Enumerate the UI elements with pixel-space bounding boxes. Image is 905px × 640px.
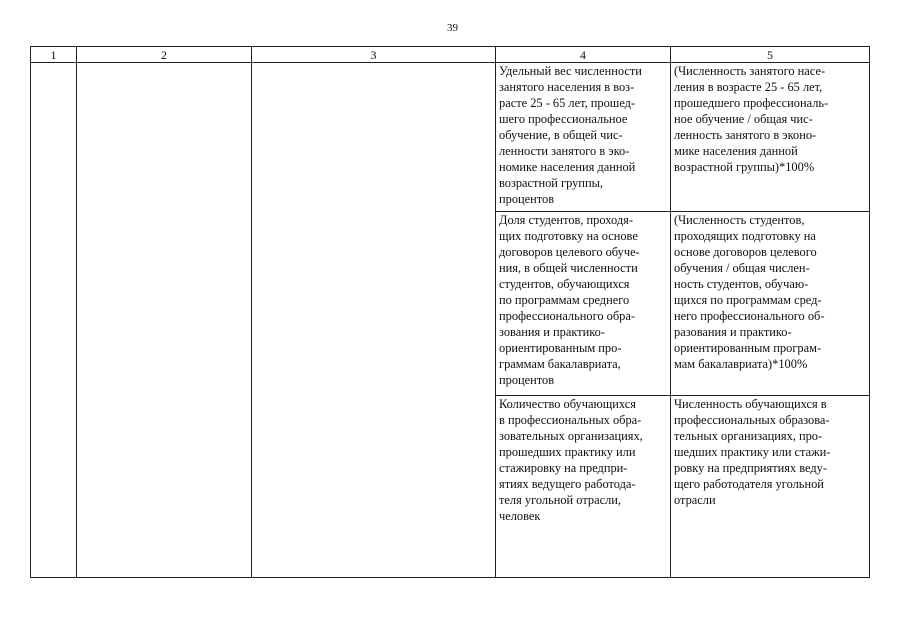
indicator-line: Доля студентов, проходя- — [499, 213, 633, 227]
indicator-line: ния, в общей численности — [499, 261, 638, 275]
indicator-line: в профессиональных обра- — [499, 413, 642, 427]
formula-line: проходящих подготовку на — [674, 229, 816, 243]
indicator-line: ориентированным про- — [499, 341, 622, 355]
indicator-line: человек — [499, 509, 541, 523]
indicator-line: зования и практико- — [499, 325, 605, 339]
page-number: 39 — [447, 22, 458, 34]
formula-line: отрасли — [674, 493, 716, 507]
formula-line: мам бакалавриата)*100% — [674, 357, 808, 371]
indicator-line: договоров целевого обуче- — [499, 245, 640, 259]
column-header-2: 2 — [77, 47, 252, 63]
formula-line: ровку на предприятиях веду- — [674, 461, 828, 475]
indicator-line: по программам среднего — [499, 293, 630, 307]
formula-line: возрастной группы)*100% — [674, 160, 815, 174]
table-row — [31, 63, 870, 212]
indicator-line: расте 25 - 65 лет, прошед- — [499, 96, 636, 110]
formula-cell — [671, 63, 870, 212]
indicator-line: процентов — [499, 373, 555, 387]
indicator-line: зовательных организациях, — [499, 429, 643, 443]
formula-line: щихся по программам сред- — [674, 293, 822, 307]
column-header-4: 4 — [496, 47, 671, 63]
formula-cell — [671, 212, 870, 396]
indicator-line: прошедших практику или — [499, 445, 636, 459]
indicator-line: щих подготовку на основе — [499, 229, 638, 243]
formula-line: основе договоров целевого — [674, 245, 817, 259]
formula-line: ленность занятого в эконо- — [674, 128, 817, 142]
indicator-line: ятиях ведущего работода- — [499, 477, 636, 491]
formula-line: него профессионального об- — [674, 309, 825, 323]
formula-line: ность студентов, обучаю- — [674, 277, 809, 291]
formula-line: ления в возрасте 25 - 65 лет, — [674, 80, 823, 94]
indicator-table — [30, 46, 870, 578]
formula-line: шедших практику или стажи- — [674, 445, 831, 459]
indicator-line: Удельный вес численности — [499, 64, 642, 78]
formula-line: Численность обучающихся в — [674, 397, 827, 411]
column-header-1: 1 — [31, 47, 77, 63]
formula-line: обучения / общая числен- — [674, 261, 810, 275]
formula-cell — [671, 396, 870, 578]
table-header-row — [31, 47, 870, 63]
indicator-line: номике населения данной — [499, 160, 636, 174]
indicator-cell — [496, 212, 671, 396]
formula-line: щего работодателя угольной — [674, 477, 824, 491]
indicator-line: шего профессиональное — [499, 112, 628, 126]
formula-line: ориентированным програм- — [674, 341, 822, 355]
formula-line: профессиональных образова- — [674, 413, 830, 427]
indicator-line: граммам бакалавриата, — [499, 357, 621, 371]
indicator-line: процентов — [499, 192, 555, 206]
column-header-5: 5 — [671, 47, 870, 63]
indicator-line: стажировку на предпри- — [499, 461, 628, 475]
cell-col2 — [77, 63, 252, 578]
indicator-line: теля угольной отрасли, — [499, 493, 621, 507]
formula-line: разования и практико- — [674, 325, 792, 339]
formula-line: (Численность занятого насе- — [674, 64, 826, 78]
indicator-cell — [496, 396, 671, 578]
formula-line: (Численность студентов, — [674, 213, 805, 227]
indicator-cell — [496, 63, 671, 212]
formula-line: прошедшего профессиональ- — [674, 96, 829, 110]
indicator-line: возрастной группы, — [499, 176, 604, 190]
formula-line: ное обучение / общая чис- — [674, 112, 813, 126]
indicator-line: Количество обучающихся — [499, 397, 636, 411]
indicator-line: ленности занятого в эко- — [499, 144, 630, 158]
formula-line: мике населения данной — [674, 144, 798, 158]
indicator-line: обучение, в общей чис- — [499, 128, 623, 142]
indicator-line: занятого населения в воз- — [499, 80, 635, 94]
cell-col1 — [31, 63, 77, 578]
indicator-line: студентов, обучающихся — [499, 277, 630, 291]
column-header-3: 3 — [252, 47, 496, 63]
formula-line: тельных организациях, про- — [674, 429, 823, 443]
indicator-line: профессионального обра- — [499, 309, 635, 323]
cell-col3 — [252, 63, 496, 578]
